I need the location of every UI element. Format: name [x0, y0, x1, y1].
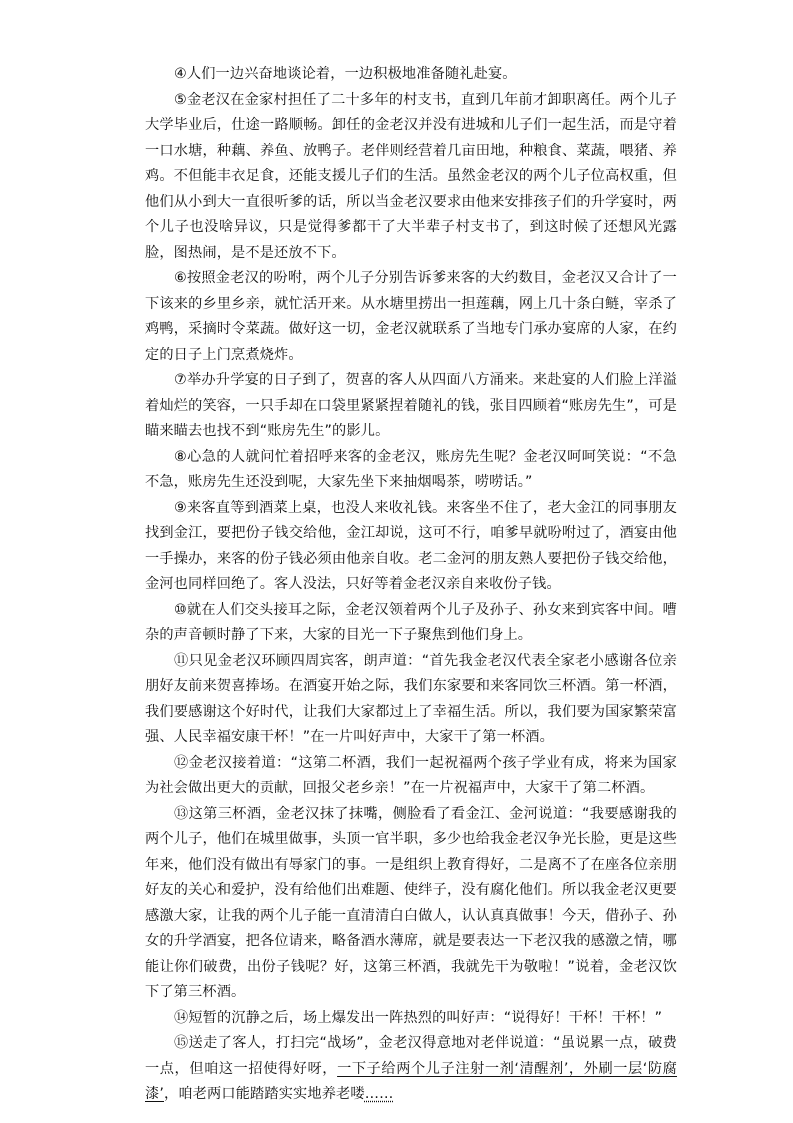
paragraph-11: ⑪只见金老汉环顾四周宾客，朗声道：“首先我金老汉代表全家老小感谢各位亲朋好友前来贺喜捧场。在酒宴开始之际，我们东家要和来客同饮三杯酒。第一杯酒，我们要感谢这个好时代，让我们大家都过上了幸福生活。所以，我们要为国家繁荣富强、人民幸福安康干杯！”在一片叫好声中，大家干了第一杯酒。	[145, 652, 677, 745]
underlined-phrase: 一下子给两个儿子注射一剂‘清醒剂’，外刷一层‘防腐漆’	[145, 1060, 678, 1102]
paragraph-13: ⑬这第三杯酒，金老汉抹了抹嘴，侧脸看了看金江、金河说道：“我要感谢我的两个儿子，他们在城里做事，头顶一官半职，多少也给我金老汉争光长脸，更是这些年来，他们没有做出有辱家门的事。一是组织上教育得好，二是离不了在座各位亲朋好友的关心和爱护，没有给他们出难题、使绊子，没有腐化他们。所以我金老汉更要感激大家，让我的两个儿子能一直清清白白做人，认认真真做事！今天，借孙子、孙女的升学酒宴，把各位请来，略备酒水薄席，就是要表达一下老汉我的感激之情，哪能让你们破费，出份子钱呢？好，这第三杯酒，我就先干为敬啦！”说着，金老汉饮下了第三杯酒。	[145, 805, 677, 1000]
article-body	[145, 62, 677, 1108]
paragraph-9: ⑨来客直等到酒菜上桌，也没人来收礼钱。来客坐不住了，老大金江的同事朋友找到金江，要把份子钱交给他，金江却说，这可不行，咱爹早就吩咐过了，酒宴由他一手操办，来客的份子钱必须由他亲自收。老二金河的朋友熟人要把份子钱交给他，金河也同样回绝了。客人没法，只好等着金老汉亲自来收份子钱。	[145, 499, 677, 592]
paragraph-10: ⑩就在人们交头接耳之际，金老汉领着两个儿子及孙子、孙女来到宾客中间。嘈杂的声音顿时静了下来，大家的目光一下子聚焦到他们身上。	[145, 601, 677, 643]
ellipsis: ……	[364, 1086, 394, 1102]
paragraph-7: ⑦举办升学宴的日子到了，贺喜的客人从四面八方涌来。来赴宴的人们脸上洋溢着灿烂的笑容，一只手却在口袋里紧紧捏着随礼的钱，张目四顾着“账房先生”，可是瞄来瞄去也找不到“账房先生”的影儿。	[145, 372, 677, 439]
paragraph-6: ⑥按照金老汉的吩咐，两个儿子分别告诉爹来客的大约数目，金老汉又合计了一下该来的乡里乡亲，就忙活开来。从水塘里捞出一担莲藕，网上几十条白鲢，宰杀了鸡鸭，采摘时令菜蔬。做好这一切，金老汉就联系了当地专门承办宴席的人家，在约定的日子上门烹煮烧炸。	[145, 270, 677, 363]
paragraph-15-tail: ，咱老两口能踏踏实实地养老喽	[164, 1086, 365, 1102]
paragraph-15	[145, 1031, 677, 1108]
paragraph-4: ④人们一边兴奋地谈论着，一边积极地准备随礼赴宴。	[174, 66, 517, 82]
paragraph-8: ⑧心急的人就问忙着招呼来客的金老汉，账房先生呢？金老汉呵呵笑说：“不急不急，账房先生还没到呢，大家先坐下来抽烟喝茶，唠唠话。”	[145, 448, 677, 490]
paragraph-15-lead: ⑮送走了客人，打扫完“战场”，金老汉得意地对老伴说道：“虽说累一点，破费一点，但咱这一招使得好呀，	[145, 1035, 677, 1077]
paragraph-5: ⑤金老汉在金家村担任了二十多年的村支书，直到几年前才卸职离任。两个儿子大学毕业后，仕途一路顺畅。卸任的金老汉并没有进城和儿子们一起生活，而是守着一口水塘，种藕、养鱼、放鸭子。老伴则经营着几亩田地，种粮食、菜蔬，喂猪、养鸡。不但能丰衣足食，还能支援儿子们的生活。虽然金老汉的两个儿子位高权重，但他们从小到大一直很听爹的话，所以当金老汉要求由他来安排孩子们的升学宴时，两个儿子也没啥异议，只是觉得爹都干了大半辈子村支书了，到这时候了还想风光露脸，图热闹，是不是还放不下。	[145, 91, 677, 261]
paragraph-14: ⑭短暂的沉静之后，场上爆发出一阵热烈的叫好声：“说得好！干杯！干杯！”	[174, 1009, 663, 1026]
paragraph-12: ⑫金老汉接着道：“这第二杯酒，我们一起祝福两个孩子学业有成，将来为国家为社会做出更大的贡献，回报父老乡亲！”在一片祝福声中，大家干了第二杯酒。	[145, 754, 677, 796]
